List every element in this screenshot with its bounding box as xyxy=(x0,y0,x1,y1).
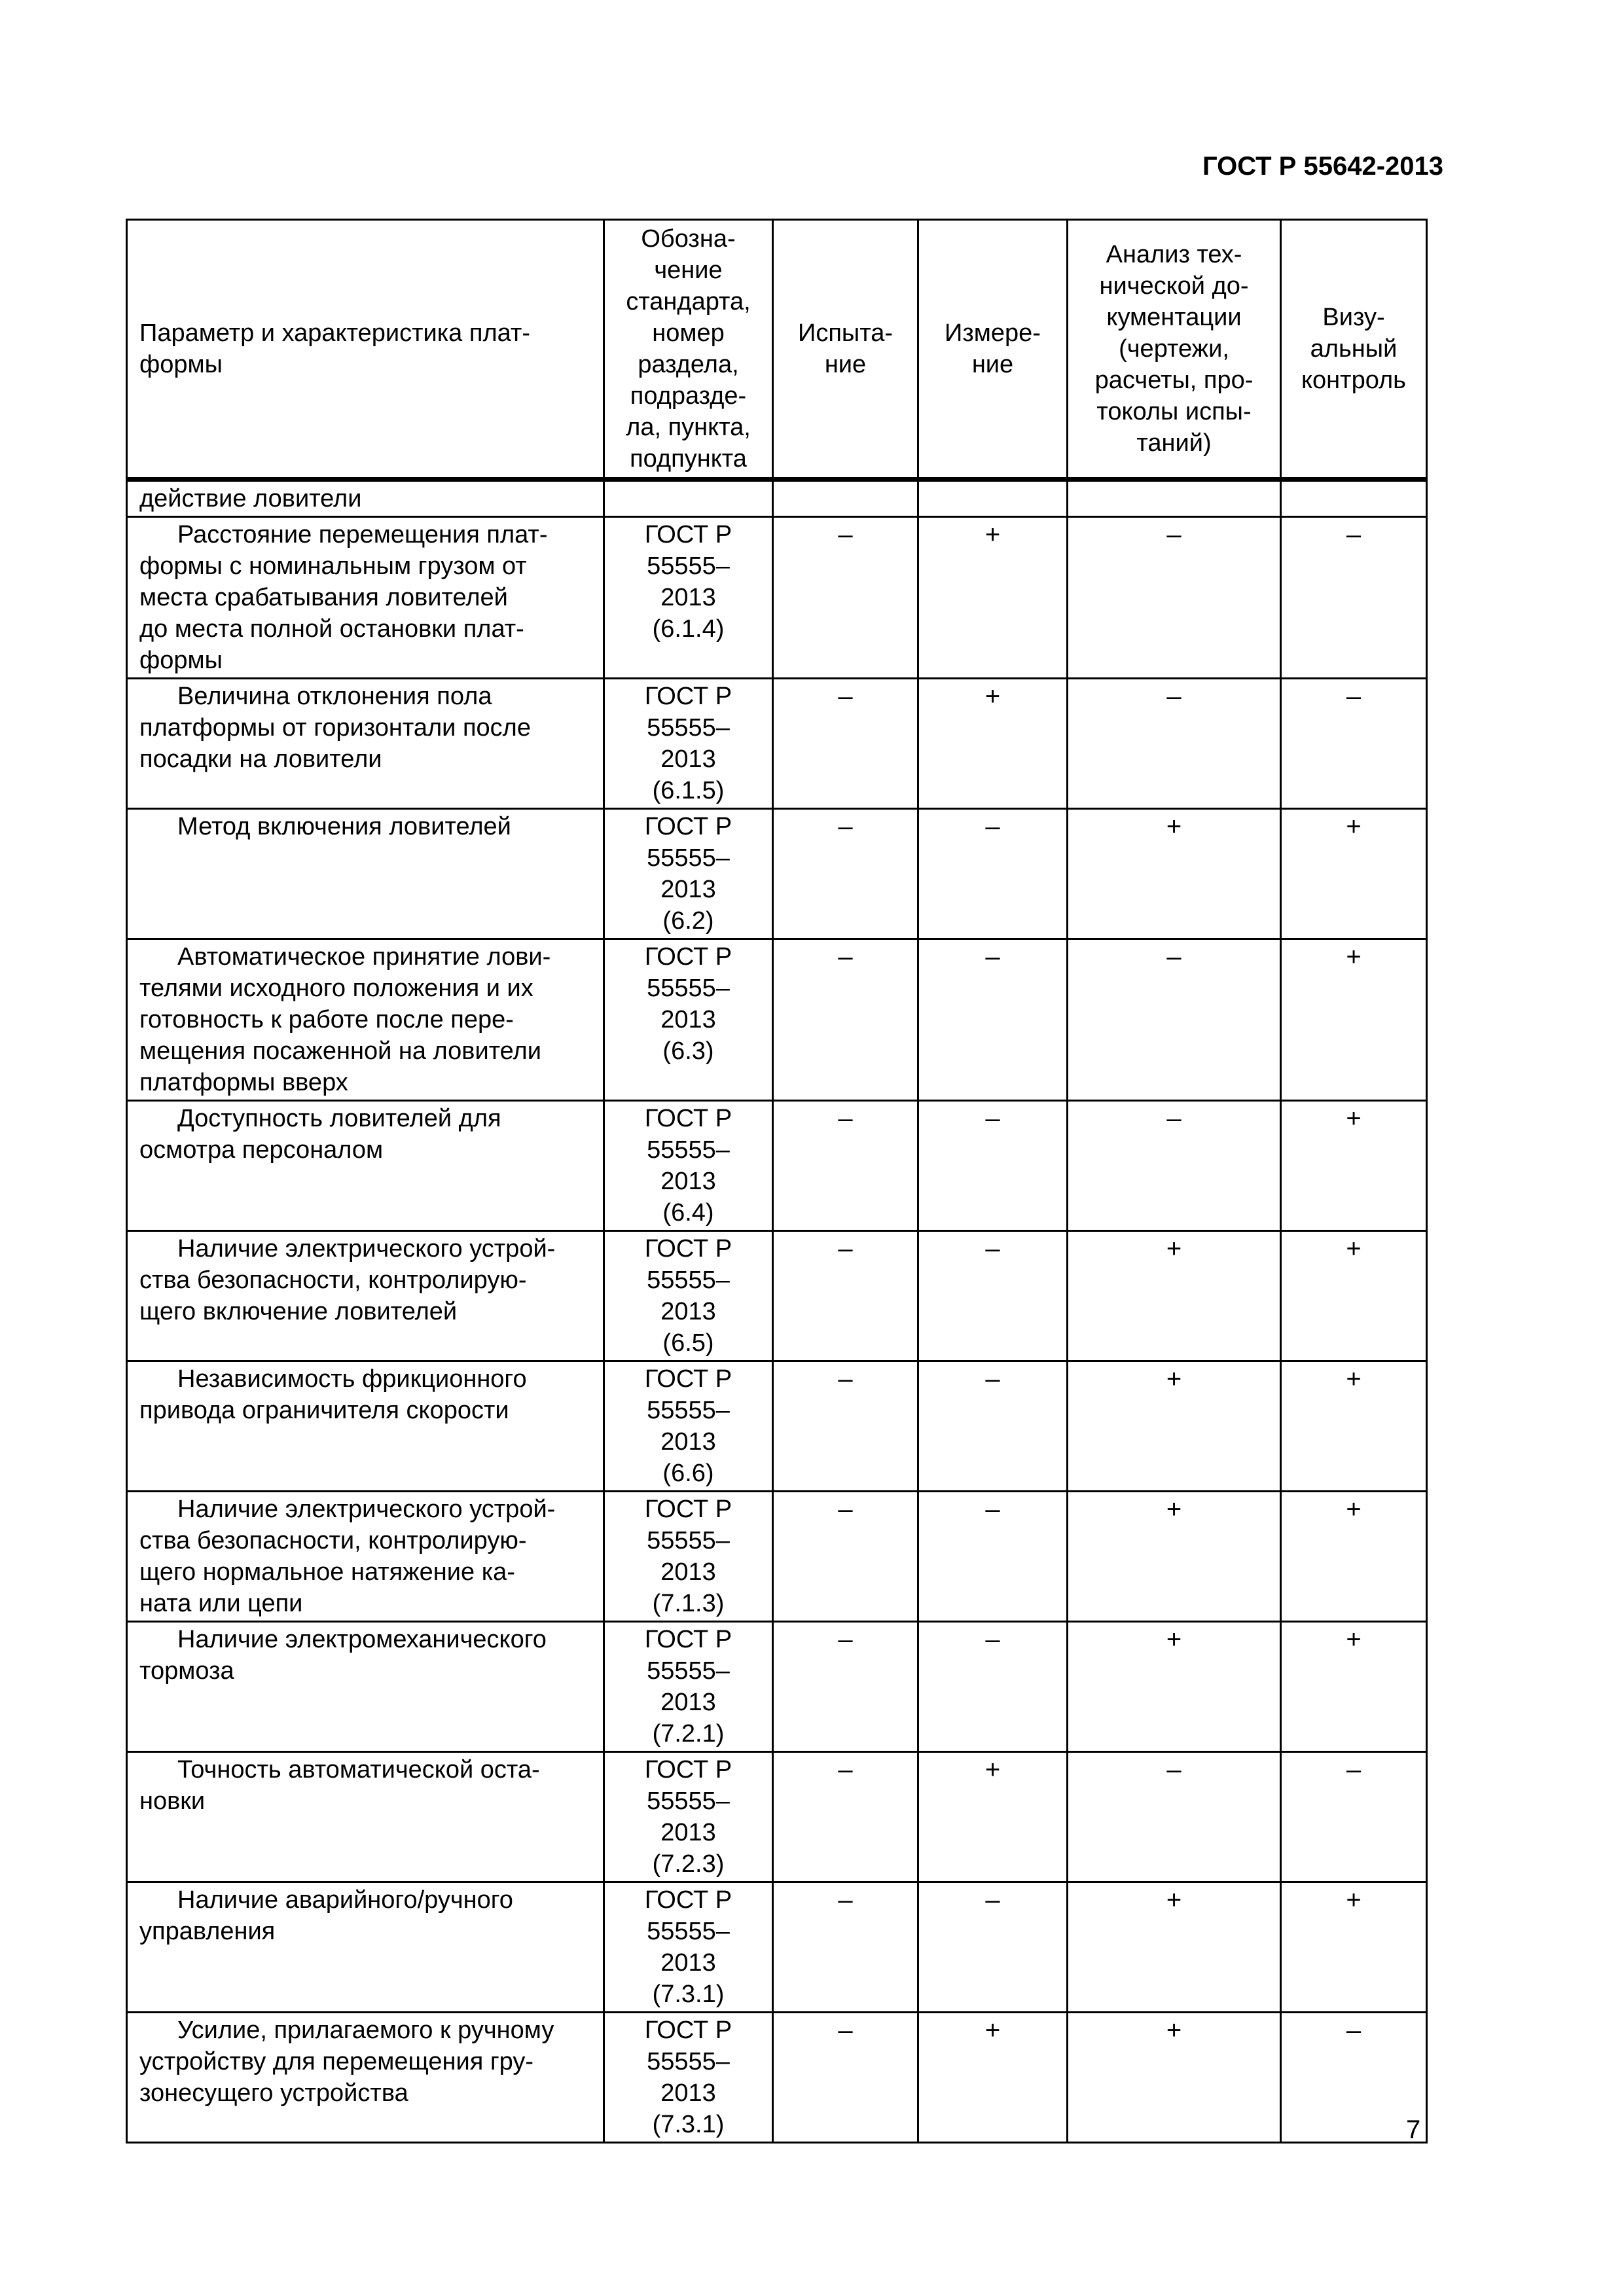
standard-reference-cell: ГОСТ Р 55555– 2013 (6.5) xyxy=(604,1231,773,1361)
measurement-mark-cell: + xyxy=(918,517,1068,679)
parameter-text: Наличие электрического устрой- ства безопасности, контролирую- щего включение ловителей xyxy=(139,1235,556,1325)
header-row xyxy=(127,220,1427,480)
visual-control-mark-cell: + xyxy=(1281,939,1427,1101)
documentation-analysis-mark-cell: + xyxy=(1068,1622,1281,1752)
visual-control-mark-cell: – xyxy=(1281,517,1427,679)
parameter-text: Расстояние перемещения плат- формы с номинальным грузом от места срабатывания ловителей до места полной остановки плат- формы xyxy=(139,521,548,674)
test-mark-cell: – xyxy=(773,679,918,809)
parameter-cell xyxy=(127,1882,604,2013)
test-mark-cell: – xyxy=(773,1361,918,1492)
column-header-documentation-analysis: Анализ тех- нической до- кументации (чертежи, расчеты, про- токолы испы- таний) xyxy=(1068,220,1281,480)
test-mark-cell: – xyxy=(773,1101,918,1231)
standard-reference-cell: ГОСТ Р 55555– 2013 (6.1.4) xyxy=(604,517,773,679)
visual-control-mark-cell: + xyxy=(1281,1361,1427,1492)
empty-cell xyxy=(773,480,918,517)
visual-control-mark-cell: + xyxy=(1281,1101,1427,1231)
standard-reference-cell: ГОСТ Р 55555– 2013 (6.4) xyxy=(604,1101,773,1231)
column-header-measurement: Измере- ние xyxy=(918,220,1068,480)
parameter-text: Метод включения ловителей xyxy=(177,813,511,840)
parameter-cell xyxy=(127,809,604,939)
column-header-parameter: Параметр и характеристика плат- формы xyxy=(127,220,604,480)
parameter-cell xyxy=(127,2013,604,2143)
column-header-visual-control: Визу- альный контроль xyxy=(1281,220,1427,480)
standard-reference-cell: ГОСТ Р 55555– 2013 (6.1.5) xyxy=(604,679,773,809)
visual-control-mark-cell: + xyxy=(1281,1622,1427,1752)
table-row xyxy=(127,1752,1427,1882)
parameter-text: Независимость фрикционного привода ограничителя скорости xyxy=(139,1365,527,1424)
parameter-cell xyxy=(127,1231,604,1361)
table-header xyxy=(127,220,1427,480)
documentation-analysis-mark-cell: + xyxy=(1068,1361,1281,1492)
empty-cell xyxy=(1281,480,1427,517)
standard-reference-cell: ГОСТ Р 55555– 2013 (7.2.3) xyxy=(604,1752,773,1882)
parameter-cell xyxy=(127,1101,604,1231)
documentation-analysis-mark-cell: + xyxy=(1068,2013,1281,2143)
measurement-mark-cell: – xyxy=(918,1101,1068,1231)
test-mark-cell: – xyxy=(773,1752,918,1882)
visual-control-mark-cell: + xyxy=(1281,809,1427,939)
standard-reference-cell: ГОСТ Р 55555– 2013 (6.2) xyxy=(604,809,773,939)
standard-reference-cell: ГОСТ Р 55555– 2013 (7.3.1) xyxy=(604,1882,773,2013)
standard-reference-cell: ГОСТ Р 55555– 2013 (6.3) xyxy=(604,939,773,1101)
parameter-text: Наличие аварийного/ручного управления xyxy=(139,1886,513,1945)
visual-control-mark-cell: – xyxy=(1281,2013,1427,2143)
parameter-cell xyxy=(127,517,604,679)
measurement-mark-cell: – xyxy=(918,1361,1068,1492)
empty-cell xyxy=(1068,480,1281,517)
page-number: 7 xyxy=(1406,2115,1421,2144)
visual-control-mark-cell: + xyxy=(1281,1492,1427,1622)
test-mark-cell: – xyxy=(773,2013,918,2143)
table-row xyxy=(127,2013,1427,2143)
parameter-cell xyxy=(127,1622,604,1752)
inspection-table xyxy=(126,219,1428,2144)
empty-cell xyxy=(604,480,773,517)
continuation-text: действие ловители xyxy=(127,480,604,517)
table-row xyxy=(127,1361,1427,1492)
document-code: ГОСТ Р 55642-2013 xyxy=(1202,152,1443,181)
continuation-row xyxy=(127,480,1427,517)
measurement-mark-cell: + xyxy=(918,1752,1068,1882)
visual-control-mark-cell: – xyxy=(1281,679,1427,809)
documentation-analysis-mark-cell: + xyxy=(1068,1231,1281,1361)
table-row xyxy=(127,939,1427,1101)
table-row xyxy=(127,1231,1427,1361)
measurement-mark-cell: – xyxy=(918,1882,1068,2013)
table-row xyxy=(127,1101,1427,1231)
empty-cell xyxy=(918,480,1068,517)
measurement-mark-cell: – xyxy=(918,1622,1068,1752)
documentation-analysis-mark-cell: + xyxy=(1068,1882,1281,2013)
table-row xyxy=(127,1492,1427,1622)
documentation-analysis-mark-cell: + xyxy=(1068,1492,1281,1622)
parameter-text: Величина отклонения пола платформы от горизонтали после посадки на ловители xyxy=(139,683,531,773)
parameter-cell xyxy=(127,679,604,809)
test-mark-cell: – xyxy=(773,809,918,939)
table-body xyxy=(127,480,1427,2143)
documentation-analysis-mark-cell: – xyxy=(1068,1752,1281,1882)
parameter-text: Точность автоматической оста- новки xyxy=(139,1756,540,1815)
parameter-text: Наличие электрического устрой- ства безопасности, контролирую- щего нормальное натяжение ка- ната или цепи xyxy=(139,1496,556,1617)
measurement-mark-cell: – xyxy=(918,939,1068,1101)
visual-control-mark-cell: + xyxy=(1281,1231,1427,1361)
parameter-text: Автоматическое принятие лови- телями исходного положения и их готовность к работе после пере- мещения посаженной на ловители платформы вверх xyxy=(139,943,551,1096)
measurement-mark-cell: + xyxy=(918,2013,1068,2143)
parameter-cell xyxy=(127,1492,604,1622)
standard-reference-cell: ГОСТ Р 55555– 2013 (7.2.1) xyxy=(604,1622,773,1752)
documentation-analysis-mark-cell: – xyxy=(1068,1101,1281,1231)
column-header-standard: Обозна- чение стандарта, номер раздела, подразде- ла, пункта, подпункта xyxy=(604,220,773,480)
documentation-analysis-mark-cell: – xyxy=(1068,939,1281,1101)
table-row xyxy=(127,809,1427,939)
documentation-analysis-mark-cell: – xyxy=(1068,517,1281,679)
test-mark-cell: – xyxy=(773,1231,918,1361)
standard-reference-cell: ГОСТ Р 55555– 2013 (6.6) xyxy=(604,1361,773,1492)
measurement-mark-cell: – xyxy=(918,809,1068,939)
visual-control-mark-cell: + xyxy=(1281,1882,1427,2013)
parameter-cell xyxy=(127,1361,604,1492)
documentation-analysis-mark-cell: – xyxy=(1068,679,1281,809)
visual-control-mark-cell: – xyxy=(1281,1752,1427,1882)
parameter-text: Усилие, прилагаемого к ручному устройству для перемещения гру- зонесущего устройства xyxy=(139,2017,554,2107)
test-mark-cell: – xyxy=(773,939,918,1101)
parameter-text: Доступность ловителей для осмотра персоналом xyxy=(139,1105,501,1164)
standard-reference-cell: ГОСТ Р 55555– 2013 (7.1.3) xyxy=(604,1492,773,1622)
test-mark-cell: – xyxy=(773,1622,918,1752)
parameter-cell xyxy=(127,939,604,1101)
test-mark-cell: – xyxy=(773,1882,918,2013)
test-mark-cell: – xyxy=(773,1492,918,1622)
test-mark-cell: – xyxy=(773,517,918,679)
parameter-cell xyxy=(127,1752,604,1882)
table-row xyxy=(127,679,1427,809)
measurement-mark-cell: + xyxy=(918,679,1068,809)
parameter-text: Наличие электромеханического тормоза xyxy=(139,1626,547,1685)
table-row xyxy=(127,1882,1427,2013)
documentation-analysis-mark-cell: + xyxy=(1068,809,1281,939)
standard-reference-cell: ГОСТ Р 55555– 2013 (7.3.1) xyxy=(604,2013,773,2143)
measurement-mark-cell: – xyxy=(918,1492,1068,1622)
table-row xyxy=(127,1622,1427,1752)
column-header-test: Испыта- ние xyxy=(773,220,918,480)
table-row xyxy=(127,517,1427,679)
measurement-mark-cell: – xyxy=(918,1231,1068,1361)
